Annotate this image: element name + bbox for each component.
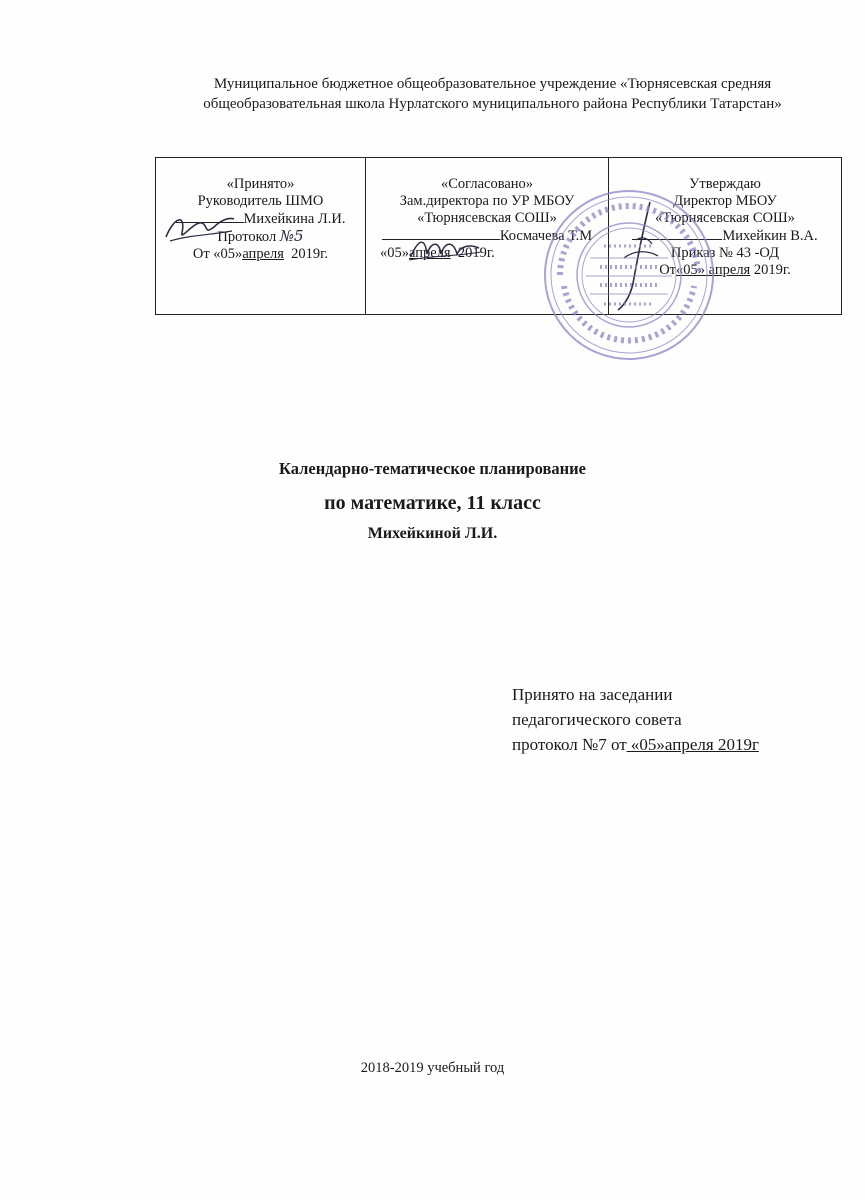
school-header-line1: Муниципальное бюджетное общеобразовательное учреждение «Тюрнясевская средняя bbox=[213, 76, 772, 92]
signature-line bbox=[176, 210, 244, 223]
approved-title: Утверждаю bbox=[689, 176, 761, 192]
agreed-title: «Согласовано» bbox=[440, 176, 534, 192]
accepted-date-year: 2019г. bbox=[291, 246, 329, 262]
council-protocol: протокол №7 от bbox=[512, 735, 627, 754]
plan-title: Календарно-тематическое планирование bbox=[279, 459, 586, 478]
signature-line bbox=[632, 227, 722, 240]
approved-date-year: 2019г. bbox=[753, 262, 791, 278]
approved-date-underlined: «05» апреля bbox=[676, 262, 751, 278]
approved-order: Приказ № 43 -ОД bbox=[670, 245, 780, 261]
agreed-date-year: 2019г. bbox=[457, 245, 495, 261]
agreed-date-month: апреля bbox=[409, 245, 451, 261]
plan-author: Михейкиной Л.И. bbox=[367, 525, 498, 542]
council-date: «05»апреля 2019г bbox=[626, 735, 759, 754]
plan-subject: по математике, 11 класс bbox=[324, 492, 541, 514]
approved-role: Директор МБОУ bbox=[673, 193, 777, 209]
agreed-role: Зам.директора по УР МБОУ bbox=[399, 193, 575, 209]
signature-line bbox=[382, 227, 500, 240]
council-approval bbox=[512, 682, 759, 757]
council-line2: педагогического совета bbox=[512, 710, 682, 729]
academic-year: 2018-2019 учебный год bbox=[360, 1060, 505, 1076]
approved-cell bbox=[609, 158, 842, 315]
agreed-date-prefix: «05» bbox=[380, 245, 409, 261]
accepted-date-month: апреля bbox=[242, 246, 284, 262]
school-header-line2: общеобразовательная школа Нурлатского муниципального района Республики Татарстан» bbox=[203, 96, 782, 112]
agreed-cell bbox=[366, 158, 609, 315]
approved-date-prefix: От bbox=[659, 262, 676, 278]
accepted-cell bbox=[156, 158, 366, 315]
accepted-protocol-label: Протокол bbox=[217, 229, 277, 245]
accepted-date-prefix: От «05» bbox=[192, 246, 243, 262]
approved-name: Михейкин В.А. bbox=[722, 228, 818, 244]
agreed-name: Космачева Т.М bbox=[499, 228, 593, 244]
council-line1: Принято на заседании bbox=[512, 685, 673, 704]
accepted-name: Михейкина Л.И. bbox=[243, 211, 346, 227]
agreed-school: «Тюрнясевская СОШ» bbox=[417, 210, 557, 226]
accepted-role: Руководитель ШМО bbox=[197, 193, 324, 209]
accepted-title: «Принято» bbox=[226, 176, 295, 192]
approved-school: «Тюрнясевская СОШ» bbox=[655, 210, 795, 226]
school-header bbox=[150, 74, 835, 114]
accepted-protocol-number: №5 bbox=[279, 227, 304, 245]
approval-table bbox=[155, 157, 842, 315]
